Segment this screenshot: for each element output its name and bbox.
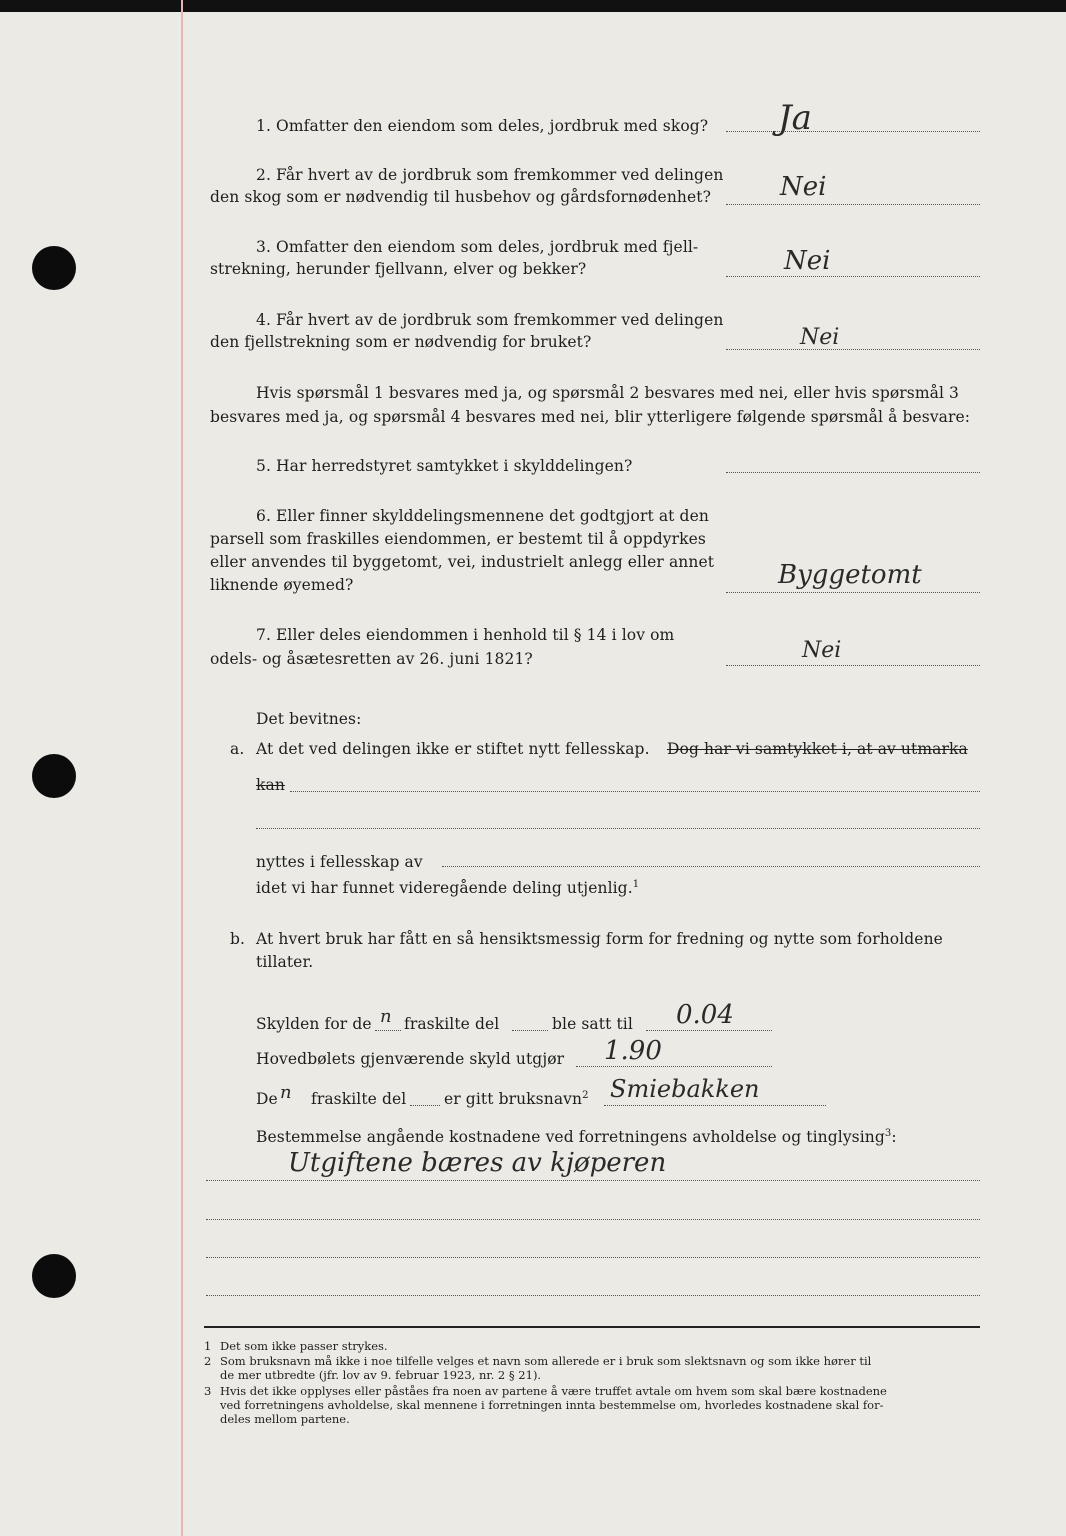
footnote-1-num: 1 (204, 1339, 212, 1353)
question-3-line-2: strekning, herunder fjellvann, elver og bekker? (210, 260, 587, 278)
margin-line (181, 0, 183, 1536)
fill-line-kostnad-2[interactable] (206, 1219, 980, 1220)
skyld-line-3-c: er gitt bruksnavn$^2$ (444, 1090, 589, 1109)
fill-line-nyttes[interactable] (442, 866, 980, 867)
answer-1: Ja (778, 98, 812, 138)
fill-line-kostnad-1[interactable] (206, 1180, 980, 1181)
question-4-line-2: den fjellstrekning som er nødvendig for bruket? (210, 333, 592, 351)
attest-heading: Det bevitnes: (256, 710, 362, 728)
kostnad-value: Utgiftene bæres av kjøperen (288, 1148, 667, 1178)
attest-b-label: b. (230, 930, 246, 948)
answer-line-5[interactable] (726, 472, 980, 473)
question-1: 1. Omfatter den eiendom som deles, jordbruk med skog? (256, 117, 709, 135)
answer-6: Byggetomt (778, 560, 922, 590)
bruksnavn-value: Smiebakken (610, 1075, 760, 1103)
question-6-line-1: 6. Eller finner skylddelingsmennene det godtgjort at den (256, 507, 709, 525)
footnote-1: Det som ikke passer strykes. (220, 1339, 388, 1353)
skyld-line-3-hw: n (280, 1082, 292, 1103)
punch-hole-1 (32, 246, 76, 290)
fill-line-blank[interactable] (256, 828, 980, 829)
attest-b-line-2: tillater. (256, 953, 314, 971)
footnote-2-line-1: Som bruksnavn må ikke i noe tilfelle velges et navn som allerede er i bruk som slektsnavn og som ikke hører til (220, 1354, 872, 1368)
attest-nyttes: nyttes i fellesskap av (256, 853, 423, 871)
scan-top-edge (0, 0, 1066, 12)
footnote-3-line-2: ved forretningens avholdelse, skal mennene i forretningen innta bestemmelse om, hvorledes kostnadene skal for- (220, 1398, 884, 1412)
punch-hole-2 (32, 754, 76, 798)
answer-line-4[interactable] (726, 349, 980, 350)
answer-line-7[interactable] (726, 665, 980, 666)
question-6-line-3: eller anvendes til byggetomt, vei, industrielt anlegg eller annet (210, 553, 715, 571)
question-3-line-1: 3. Omfatter den eiendom som deles, jordbruk med fjell- (256, 238, 699, 256)
footnote-rule (204, 1326, 980, 1328)
skyld-line-3-a: De (256, 1090, 278, 1108)
footnote-3-line-1: Hvis det ikke opplyses eller påståes fra noen av partene å være truffet avtale om hvem som skal bære kostnadene (220, 1384, 887, 1398)
question-6-line-4: liknende øyemed? (210, 576, 354, 594)
skyld-line-1-c: ble satt til (552, 1015, 633, 1033)
answer-line-6[interactable] (726, 592, 980, 593)
question-7-line-2: odels- og åsætesretten av 26. juni 1821? (210, 650, 533, 668)
question-4-line-1: 4. Får hvert av de jordbruk som fremkommer ved delingen (256, 311, 724, 329)
answer-7: Nei (802, 638, 842, 663)
footnote-3-line-3: deles mellom partene. (220, 1412, 350, 1426)
fill-line-kostnad-3[interactable] (206, 1257, 980, 1258)
skyld-line-3-b: fraskilte del (311, 1090, 407, 1108)
punch-hole-3 (32, 1254, 76, 1298)
skyld-line-1-b: fraskilte del (404, 1015, 500, 1033)
answer-line-2[interactable] (726, 204, 980, 205)
answer-4: Nei (800, 325, 840, 350)
attest-a-text: At det ved delingen ikke er stiftet nytt fellesskap. (256, 740, 650, 758)
answer-line-1[interactable] (726, 131, 980, 132)
attest-kan: kan (256, 776, 285, 794)
fill-line-del-2[interactable] (410, 1105, 440, 1106)
condition-line-1: Hvis spørsmål 1 besvares med ja, og spørsmål 2 besvares med nei, eller hvis spørsmål 3 (256, 384, 960, 402)
fill-line-del[interactable] (512, 1030, 548, 1031)
footnote-2-num: 2 (204, 1354, 212, 1368)
question-2-line-1: 2. Får hvert av de jordbruk som fremkommer ved delingen (256, 166, 724, 184)
fill-line-de[interactable] (375, 1030, 401, 1031)
skyld-line-1-a: Skylden for de (256, 1015, 372, 1033)
answer-3: Nei (784, 246, 831, 276)
fill-line-hovedbol[interactable] (576, 1066, 772, 1067)
fill-line-skyld[interactable] (646, 1030, 772, 1031)
skyld-value: 0.04 (676, 1000, 734, 1030)
question-5: 5. Har herredstyret samtykket i skylddelingen? (256, 457, 633, 475)
fill-line-kan[interactable] (290, 791, 980, 792)
question-7-line-1: 7. Eller deles eiendommen i henhold til § 14 i lov om (256, 626, 675, 644)
answer-2: Nei (780, 172, 827, 202)
answer-line-3[interactable] (726, 276, 980, 277)
attest-a-struck-text: Dog har vi samtykket i, at av utmarka (667, 740, 968, 758)
attest-a-label: a. (230, 740, 245, 758)
skyld-line-4: Bestemmelse angående kostnadene ved forretningens avholdelse og tinglysing$^3$: (256, 1128, 897, 1147)
skyld-line-1-hw: n (380, 1006, 392, 1027)
attest-b-line-1: At hvert bruk har fått en så hensiktsmessig form for fredning og nytte som forholdene (256, 930, 943, 948)
hovedbol-value: 1.90 (604, 1036, 662, 1066)
condition-line-2: besvares med ja, og spørsmål 4 besvares med nei, blir ytterligere følgende spørsmål å besvare: (210, 408, 971, 426)
footnote-2-line-2: de mer utbredte (jfr. lov av 9. februar 1923, nr. 2 § 21). (220, 1368, 542, 1382)
attest-idet: idet vi har funnet videregående deling utjenlig.$^1$ (256, 879, 640, 898)
fill-line-kostnad-4[interactable] (206, 1295, 980, 1296)
skyld-line-2: Hovedbølets gjenværende skyld utgjør (256, 1050, 565, 1068)
question-2-line-2: den skog som er nødvendig til husbehov og gårdsfornødenhet? (210, 188, 712, 206)
question-6-line-2: parsell som fraskilles eiendommen, er bestemt til å oppdyrkes (210, 530, 706, 548)
fill-line-bruksnavn[interactable] (604, 1105, 826, 1106)
footnote-3-num: 3 (204, 1384, 212, 1398)
